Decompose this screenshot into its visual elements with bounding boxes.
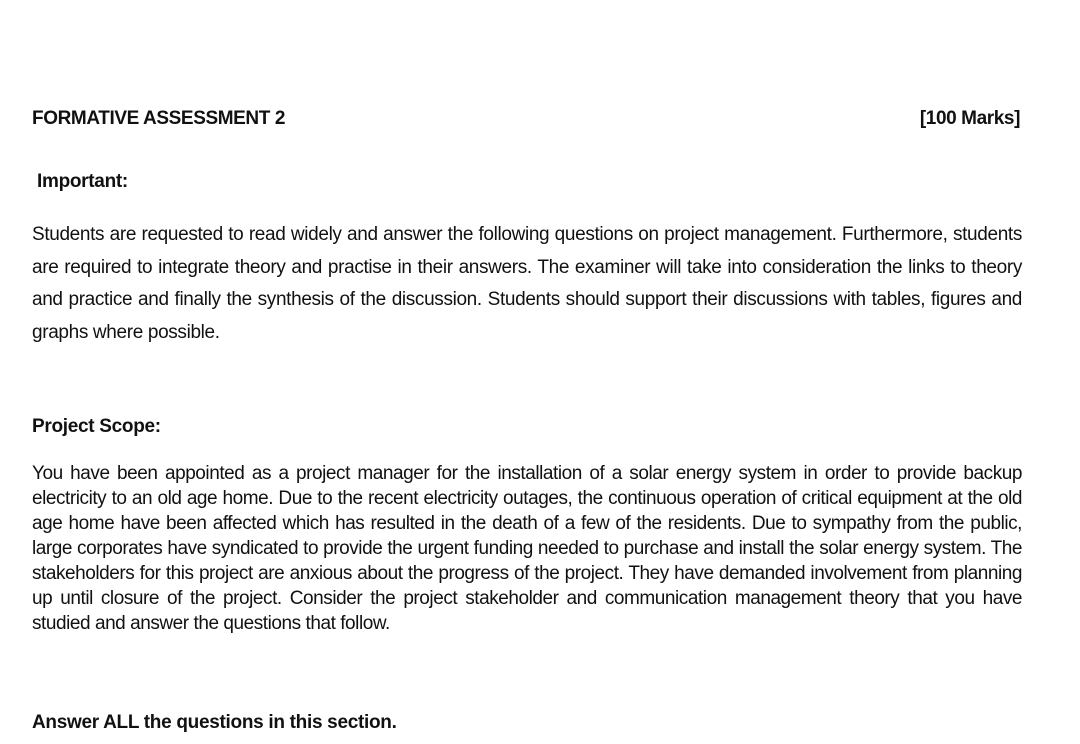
project-scope-heading: Project Scope:: [32, 416, 161, 437]
project-scope-text: You have been appointed as a project manager for the installation of a solar energy system in order to provide backup electricity to an old age home. Due to the recent electricity outages, the continuous operation of critical equipment at the old age home have been affected which has resulted in the death of a few of the residents. Due to sympathy from the public, large corporates have syndicated to provide the urgent funding needed to purchase and install the solar energy system. The stakeholders for this project are anxious about the progress of the project. They have demanded involvement from planning up until closure of the project. Consider the project stakeholder and communication management theory that you have studied and answer the questions that follow.: [32, 463, 1022, 634]
section-instruction: Answer ALL the questions in this section.: [32, 712, 397, 733]
assessment-title: FORMATIVE ASSESSMENT 2: [32, 108, 286, 129]
total-marks: [100 Marks]: [919, 108, 1020, 129]
important-heading: Important:: [37, 171, 128, 192]
important-instructions: Students are requested to read widely and answer the following questions on project management. Furthermore, students are required to integrate theory and practise in their answers. The examiner will take into consideration the links to theory and practice and finally the synthesis of the discussion. Students should support their discussions with tables, figures and graphs where possible.: [32, 224, 1022, 343]
assessment-header: [32, 108, 1020, 130]
document-page: [32, 0, 1022, 744]
